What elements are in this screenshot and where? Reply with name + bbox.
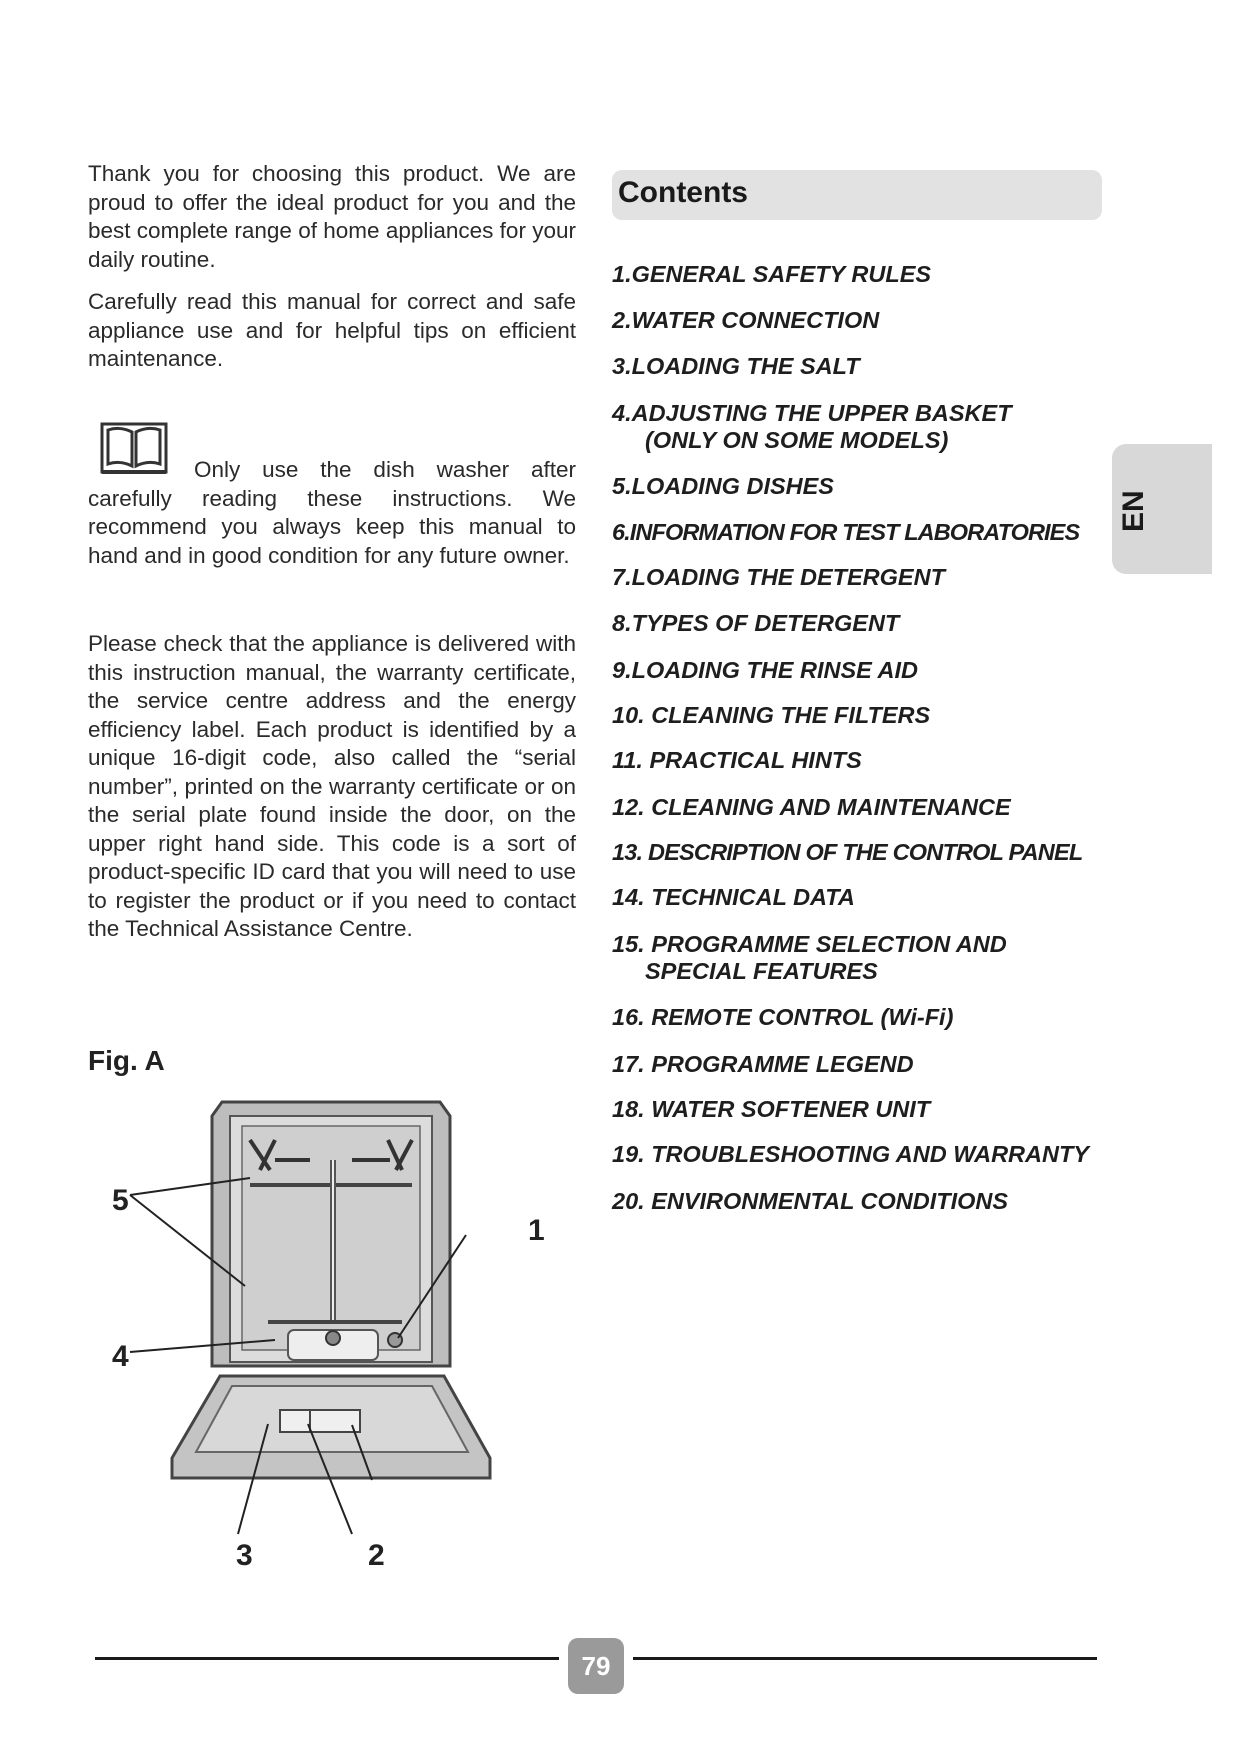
toc-item[interactable]: 9.LOADING THE RINSE AID bbox=[612, 657, 918, 683]
toc-item[interactable]: 18. WATER SOFTENER UNIT bbox=[612, 1096, 931, 1122]
contents-title: Contents bbox=[618, 176, 748, 209]
toc-item[interactable]: 20. ENVIRONMENTAL CONDITIONS bbox=[612, 1188, 1009, 1214]
footer-rule-left bbox=[95, 1657, 559, 1660]
callout-3: 3 bbox=[236, 1539, 253, 1572]
intro-paragraph-1 bbox=[88, 160, 576, 274]
intro-text-2: Carefully read this manual for correct and safe appliance use and for helpful tips on efficient maintenance. bbox=[88, 289, 576, 371]
callout-1: 1 bbox=[528, 1214, 545, 1247]
language-label: EN bbox=[1117, 490, 1150, 532]
figure-title: Fig. A bbox=[88, 1045, 165, 1076]
toc-item[interactable]: 11. PRACTICAL HINTS bbox=[612, 747, 862, 773]
callout-5: 5 bbox=[112, 1184, 129, 1217]
toc-item[interactable]: 6.INFORMATION FOR TEST LABORATORIES bbox=[612, 519, 1080, 545]
toc-item[interactable]: 4.ADJUSTING THE UPPER BASKET (ONLY ON SOME MODELS) bbox=[612, 400, 1012, 453]
toc-item[interactable]: 17. PROGRAMME LEGEND bbox=[612, 1051, 914, 1077]
toc-item[interactable]: 13. DESCRIPTION OF THE CONTROL PANEL bbox=[612, 839, 1083, 865]
toc-item[interactable]: 8.TYPES OF DETERGENT bbox=[612, 610, 900, 636]
callout-2: 2 bbox=[368, 1539, 385, 1572]
toc-item[interactable]: 14. TECHNICAL DATA bbox=[612, 884, 855, 910]
page-number: 79 bbox=[568, 1638, 624, 1694]
toc-item[interactable]: 7.LOADING THE DETERGENT bbox=[612, 564, 945, 590]
dishwasher-figure bbox=[100, 1090, 560, 1580]
intro-text-3: Only use the dish washer after carefully reading these instructions. We recommend you always keep this manual to hand and in good condition for any future owner. bbox=[88, 457, 576, 568]
toc-item[interactable]: 3.LOADING THE SALT bbox=[612, 353, 860, 379]
toc-item[interactable]: 19. TROUBLESHOOTING AND WARRANTY bbox=[612, 1141, 1089, 1167]
intro-paragraph-4 bbox=[88, 630, 576, 944]
toc-item[interactable]: 16. REMOTE CONTROL (Wi-Fi) bbox=[612, 1004, 954, 1030]
intro-text-1: Thank you for choosing this product. We are proud to offer the ideal product for you and the best complete range of home appliances for your daily routine. bbox=[88, 161, 576, 272]
intro-text-4: Please check that the appliance is delivered with this instruction manual, the warranty certificate, the service centre address and the energy efficiency label. Each product is identified by a unique 16-digit code, also called the “serial number”, printed on the warranty certificate or on the serial plate found inside the door, on the upper right hand side. This code is a sort of product-specific ID card that you will need to use to register the product or if you need to contact the Technical Assistance Centre. bbox=[88, 631, 576, 941]
intro-paragraph-3 bbox=[88, 456, 576, 570]
toc-item[interactable]: 12. CLEANING AND MAINTENANCE bbox=[612, 794, 1011, 820]
intro-paragraph-2 bbox=[88, 288, 576, 374]
toc-item[interactable]: 2.WATER CONNECTION bbox=[612, 307, 880, 333]
toc-item[interactable]: 10. CLEANING THE FILTERS bbox=[612, 702, 931, 728]
footer-rule-right bbox=[633, 1657, 1097, 1660]
toc-item[interactable]: 15. PROGRAMME SELECTION AND SPECIAL FEATURES bbox=[612, 931, 1007, 984]
toc-item[interactable]: 1.GENERAL SAFETY RULES bbox=[612, 261, 932, 287]
toc-item[interactable]: 5.LOADING DISHES bbox=[612, 473, 834, 499]
callout-4: 4 bbox=[112, 1340, 129, 1373]
